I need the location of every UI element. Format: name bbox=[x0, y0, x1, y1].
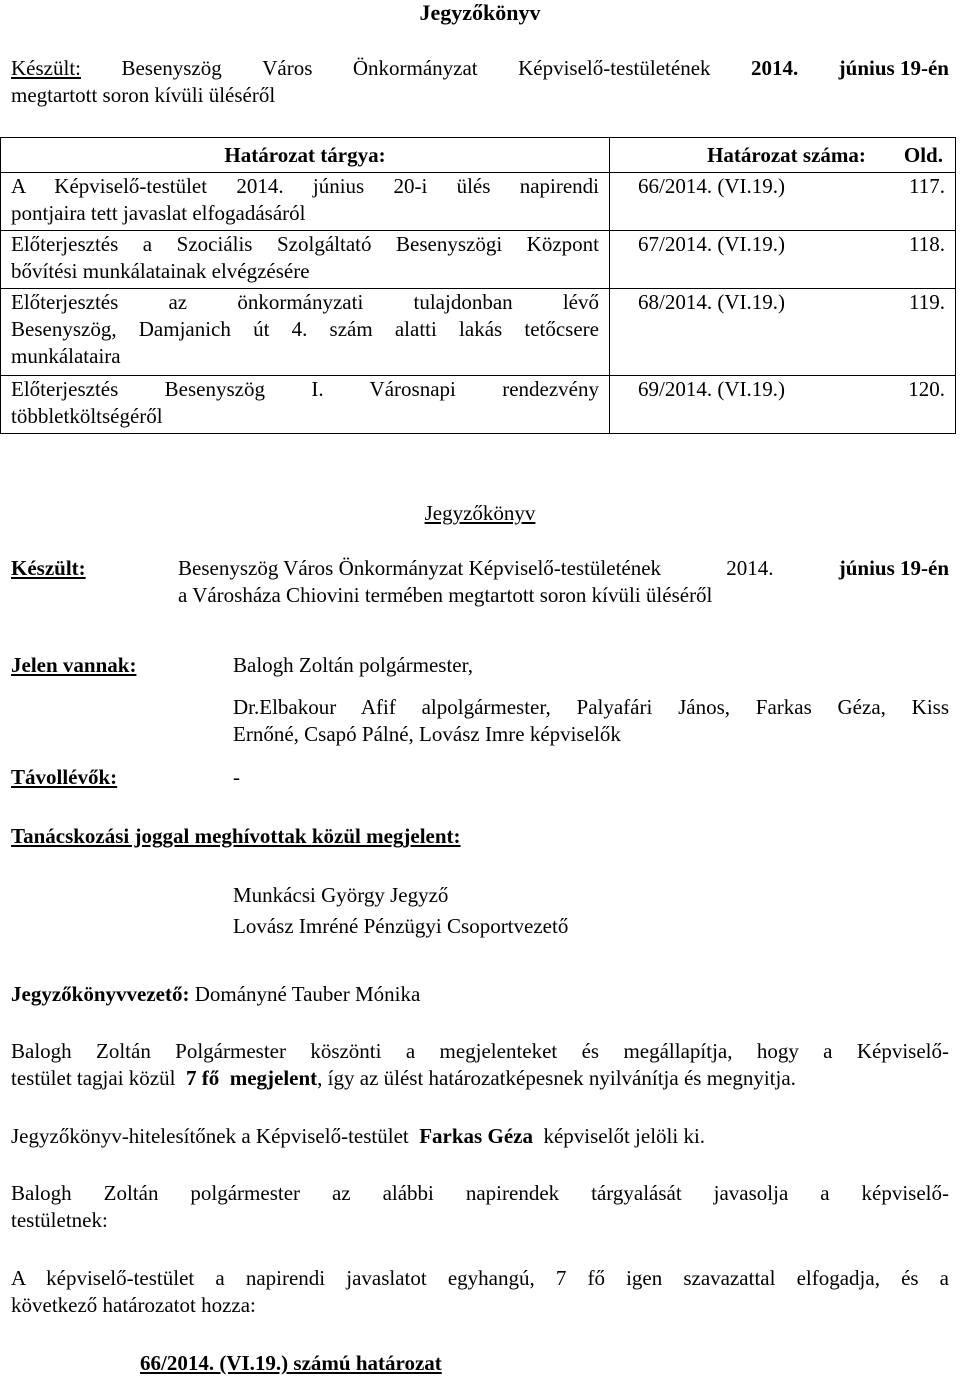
made-date: 2014. bbox=[726, 556, 774, 580]
subject-line: Előterjesztés az önkormányzati tulajdonban lévő bbox=[11, 290, 599, 314]
minutes-made-text bbox=[178, 555, 949, 609]
absent-value: - bbox=[233, 765, 240, 789]
made-text1: Besenyszög Város Önkormányzat Képviselő-testületének bbox=[178, 556, 662, 580]
p1-rest: , így az ülést határozatképesnek nyilvánítja és megnyitja. bbox=[317, 1066, 796, 1090]
opening-paragraph bbox=[11, 1038, 949, 1092]
header-made bbox=[11, 55, 949, 109]
page-number: 119. bbox=[909, 290, 945, 314]
subject-line: Előterjesztés a Szociális Szolgáltató Besenyszögi Központ bbox=[11, 232, 599, 256]
absent-label: Távollévők: bbox=[11, 765, 118, 789]
made-label: Készült: bbox=[11, 56, 81, 80]
advisory-person: Lovász Imréné Pénzügyi Csoportvezető bbox=[233, 914, 569, 938]
resolutions-table bbox=[0, 137, 956, 434]
subject-line: pontjaira tett javaslat elfogadásáról bbox=[11, 201, 306, 225]
advisory-label: Tanácskozási joggal meghívottak közül megjelent: bbox=[11, 824, 461, 848]
page-number: 118. bbox=[909, 232, 945, 256]
row-subject bbox=[1, 173, 610, 231]
authenticator-paragraph bbox=[11, 1123, 949, 1150]
resolution-number: 68/2014. (VI.19.) bbox=[638, 290, 785, 314]
paragraph-line bbox=[11, 1065, 949, 1092]
made-line2: megtartott soron kívüli üléséről bbox=[11, 83, 276, 107]
page-number: 120. bbox=[908, 377, 945, 401]
paragraph-line: Balogh Zoltán polgármester az alábbi napirendek tárgyalását javasolja a képviselő- bbox=[11, 1181, 949, 1205]
present-mayor: Balogh Zoltán polgármester, bbox=[233, 653, 474, 677]
p2-rest: képviselőt jelöli ki. bbox=[543, 1124, 706, 1148]
resolution-number: 69/2014. (VI.19.) bbox=[638, 377, 785, 401]
p1-present: megjelent bbox=[229, 1066, 318, 1090]
made-word: Város bbox=[262, 56, 313, 80]
table-row bbox=[1, 231, 956, 289]
agenda-paragraph bbox=[11, 1180, 949, 1234]
made-word: Képviselő-testületének bbox=[518, 56, 711, 80]
paragraph-line: következő határozatot hozza: bbox=[11, 1293, 256, 1317]
present-members-line: Dr.Elbakour Afif alpolgármester, Palyafári János, Farkas Géza, Kiss bbox=[233, 695, 949, 719]
resolution-heading: 66/2014. (VI.19.) számú határozat bbox=[140, 1351, 442, 1375]
minutes-made-label: Készült: bbox=[11, 556, 86, 580]
p1-count: 7 fő bbox=[185, 1066, 220, 1090]
present-members-line: Ernőné, Csapó Pálné, Lovász Imre képviselők bbox=[233, 722, 621, 746]
recorder-value: Dományné Tauber Mónika bbox=[194, 982, 421, 1006]
subject-line: munkálataira bbox=[11, 344, 121, 368]
p1-members-text: testület tagjai közül bbox=[11, 1066, 176, 1090]
paragraph-line: Balogh Zoltán Polgármester köszönti a megjelenteket és megállapítja, hogy a Képviselő- bbox=[11, 1039, 949, 1063]
present-members bbox=[233, 694, 949, 748]
table-header-row bbox=[1, 138, 956, 173]
made-date: 2014. bbox=[750, 56, 799, 80]
subject-line: Előterjesztés Besenyszög I. Városnapi rendezvény bbox=[11, 377, 599, 401]
table-row bbox=[1, 289, 956, 376]
row-subject bbox=[1, 376, 610, 434]
row-number bbox=[610, 376, 956, 434]
subject-line: Besenyszög, Damjanich út 4. szám alatti lakás tetőcsere bbox=[11, 317, 599, 341]
table-row bbox=[1, 173, 956, 231]
p2-name: Farkas Géza bbox=[419, 1124, 533, 1148]
resolution-number: 66/2014. (VI.19.) bbox=[638, 174, 785, 198]
document-title: Jegyzőkönyv bbox=[419, 0, 541, 25]
made-month-day: június 19-én bbox=[838, 56, 949, 80]
paragraph-line: testületnek: bbox=[11, 1208, 108, 1232]
col-number-header bbox=[610, 138, 956, 173]
subject-line: bővítési munkálatainak elvégzésére bbox=[11, 259, 310, 283]
paragraph-line: A képviselő-testület a napirendi javaslatot egyhangú, 7 fő igen szavazattal elfogadja, és a bbox=[11, 1266, 949, 1290]
recorder-label: Jegyzőkönyvvezető: bbox=[11, 982, 190, 1006]
row-number bbox=[610, 289, 956, 376]
minutes-title: Jegyzőkönyv bbox=[424, 501, 536, 525]
present-label: Jelen vannak: bbox=[11, 653, 137, 677]
recorder bbox=[11, 981, 420, 1008]
row-number bbox=[610, 173, 956, 231]
resolution-number: 67/2014. (VI.19.) bbox=[638, 232, 785, 256]
made-word: Önkormányzat bbox=[352, 56, 478, 80]
col-subject-header: Határozat tárgya: bbox=[1, 138, 610, 173]
subject-line: többletköltségéről bbox=[11, 404, 163, 428]
vote-paragraph bbox=[11, 1265, 949, 1319]
advisory-person: Munkácsi György Jegyző bbox=[233, 883, 449, 907]
row-number bbox=[610, 231, 956, 289]
subject-line: A Képviselő-testület 2014. június 20-i ülés napirendi bbox=[11, 174, 599, 198]
made-text2: a Városháza Chiovini termében megtartott soron kívüli üléséről bbox=[178, 583, 713, 607]
row-subject bbox=[1, 289, 610, 376]
table-row bbox=[1, 376, 956, 434]
col-number-label: Határozat száma: bbox=[707, 142, 866, 167]
p2-text: Jegyzőkönyv-hitelesítőnek a Képviselő-testület bbox=[11, 1124, 409, 1148]
row-subject bbox=[1, 231, 610, 289]
made-word: Besenyszög bbox=[121, 56, 222, 80]
made-month-day: június 19-én bbox=[838, 556, 949, 580]
page-number: 117. bbox=[909, 174, 945, 198]
col-page-label: Old. bbox=[903, 142, 943, 167]
